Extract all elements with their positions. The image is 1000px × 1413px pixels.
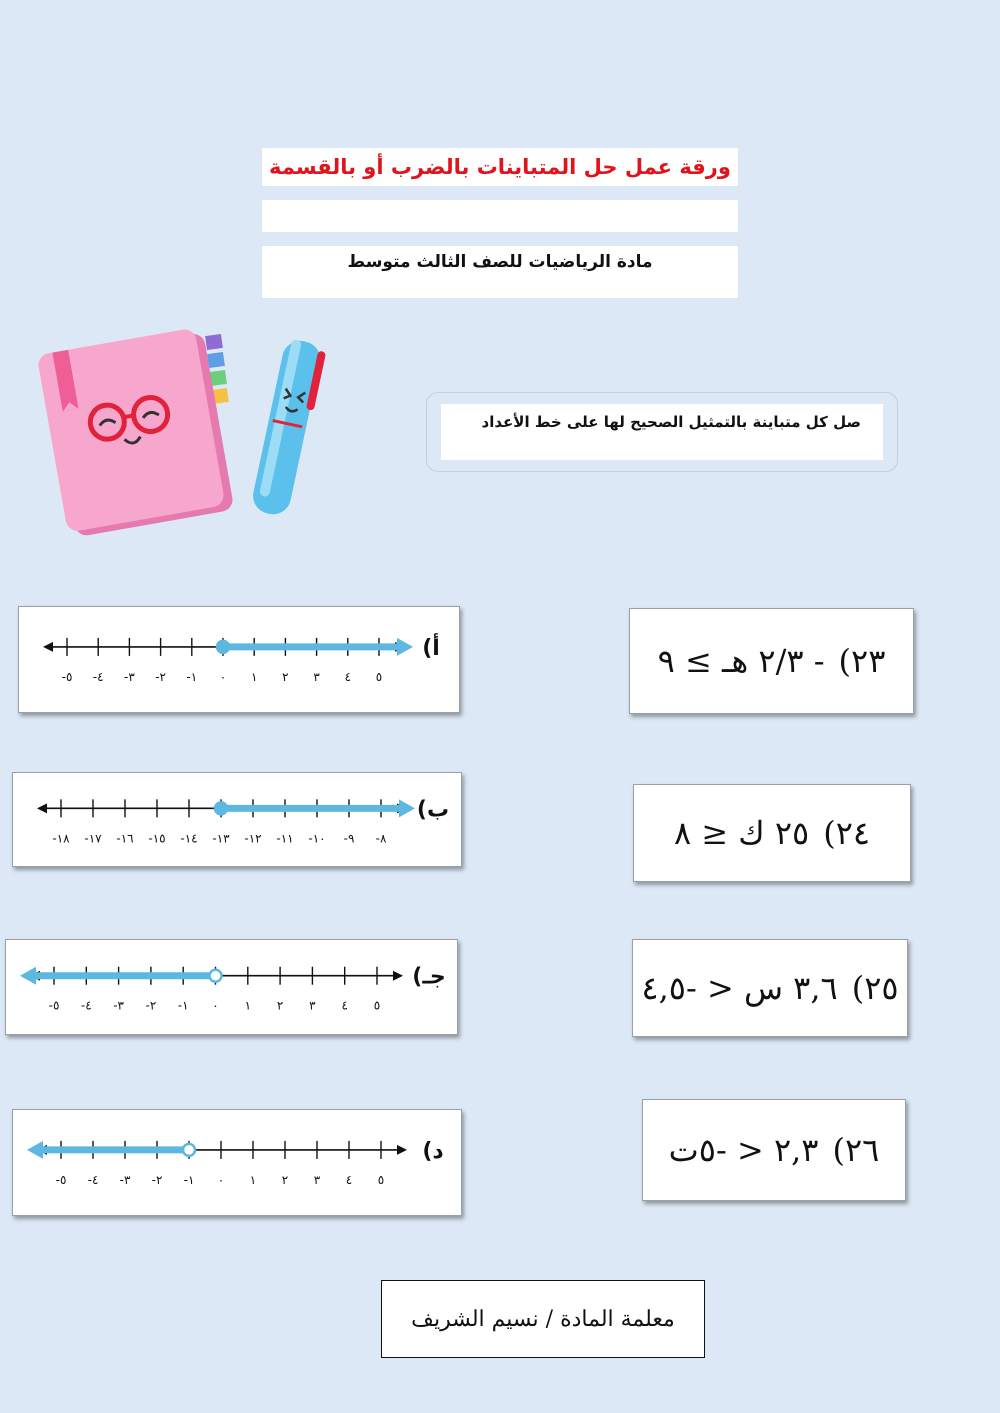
worksheet-subtitle: مادة الرياضيات للصف الثالث متوسط xyxy=(262,246,738,298)
inequality-card-25[interactable] xyxy=(632,939,908,1037)
number-line-label: جـ) xyxy=(412,964,446,990)
tick-label: -١٧ xyxy=(84,831,102,846)
inequality-number: ٢٦) xyxy=(832,1131,880,1169)
solution-arrow-icon xyxy=(399,799,415,817)
tick-label: ٣ xyxy=(313,1172,321,1187)
tick-label: ٥ xyxy=(377,1172,385,1187)
tick-label: ٥ xyxy=(373,998,381,1013)
tick-label: ٣ xyxy=(313,669,320,684)
tick-label: -٤ xyxy=(87,1172,99,1187)
arrow-left-icon xyxy=(37,803,47,813)
worksheet-title: ورقة عمل حل المتباينات بالضرب أو بالقسمة xyxy=(262,148,738,186)
tick-label: -١ xyxy=(183,1172,195,1187)
inequality-card-26[interactable] xyxy=(642,1099,906,1201)
tick-label: -١ xyxy=(177,998,189,1013)
inequality-expression: ٣,٦ س < -٤,٥ xyxy=(641,969,838,1007)
inequality-number: ٢٥) xyxy=(851,969,899,1007)
number-line-card-d[interactable] xyxy=(12,1109,462,1216)
tick-label: ٤ xyxy=(345,1172,353,1187)
tick-label: -٩ xyxy=(343,831,355,846)
arrow-left-icon xyxy=(43,642,53,652)
inequality-number: ٢٣) xyxy=(838,642,886,680)
tick-label: -٣ xyxy=(124,669,135,684)
tick-label: ٤ xyxy=(341,998,348,1013)
number-line-a xyxy=(19,607,459,712)
tick-label: -٢ xyxy=(155,669,166,684)
arrow-right-icon xyxy=(397,1145,407,1155)
tick-label: -١٥ xyxy=(148,831,166,846)
tick-label: -١٣ xyxy=(212,831,230,846)
tick-label: -١١ xyxy=(276,831,294,846)
inequality-expression: ٢٥ ك ≤ ٨ xyxy=(673,814,810,852)
tick-label: -١ xyxy=(186,669,198,684)
inequality-card-24[interactable] xyxy=(633,784,911,882)
tick-label: ٠ xyxy=(219,669,227,684)
number-line-c xyxy=(6,940,457,1034)
name-field-blank xyxy=(262,200,738,232)
tick-label: -٥ xyxy=(61,669,73,684)
tick-label: ٠ xyxy=(217,1172,225,1187)
open-circle xyxy=(183,1144,195,1156)
open-circle xyxy=(210,970,222,982)
number-line-label: أ) xyxy=(422,635,440,661)
tick-label: -١٢ xyxy=(244,831,262,846)
tick-label: -٣ xyxy=(119,1172,131,1187)
inequality-expression: ٢,٣ < -٥ت xyxy=(668,1131,819,1169)
tick-label: ٢ xyxy=(276,998,284,1013)
teacher-signature: معلمة المادة / نسيم الشريف xyxy=(381,1280,705,1358)
inequality-expression: - ٢/٣ هـ ≥ ٩ xyxy=(657,642,825,680)
tick-label: -١٠ xyxy=(308,831,326,846)
tick-label: -١٦ xyxy=(116,831,134,846)
tick-label: ١ xyxy=(249,1172,257,1187)
closed-dot xyxy=(215,802,227,814)
number-line-card-a[interactable] xyxy=(18,606,460,713)
instruction-text: صل كل متباينة بالتمثيل الصحيح لها على خط الأعداد xyxy=(441,404,883,460)
tick-label: -٥ xyxy=(55,1172,67,1187)
tick-label: ٢ xyxy=(281,1172,289,1187)
number-line-d xyxy=(13,1110,461,1215)
tick-label: ١ xyxy=(244,998,252,1013)
closed-dot xyxy=(217,641,229,653)
tick-label: -١٤ xyxy=(180,831,198,846)
inequality-number: ٢٤) xyxy=(823,814,871,852)
tick-label: ٢ xyxy=(282,669,289,684)
tick-label: ٥ xyxy=(375,669,383,684)
notebook-icon xyxy=(38,326,234,538)
inequality-card-23[interactable] xyxy=(629,608,914,714)
tick-label: ٣ xyxy=(309,998,316,1013)
number-line-card-c[interactable] xyxy=(5,939,458,1035)
number-line-label: د) xyxy=(422,1138,444,1164)
number-line-b xyxy=(13,773,461,866)
arrow-right-icon xyxy=(393,971,403,981)
solution-arrow-icon xyxy=(20,967,36,985)
solution-arrow-icon xyxy=(397,638,413,656)
tick-label: -٨ xyxy=(375,831,387,846)
number-line-card-b[interactable] xyxy=(12,772,462,867)
pen-icon xyxy=(250,338,328,519)
tick-label: ٠ xyxy=(212,998,219,1013)
number-line-label: ب) xyxy=(416,797,450,823)
tick-label: ١ xyxy=(250,669,258,684)
tick-label: -٥ xyxy=(48,998,60,1013)
tick-label: ٤ xyxy=(344,669,352,684)
notebook-pen-illustration xyxy=(38,325,328,545)
tick-label: -١٨ xyxy=(52,831,70,846)
solution-arrow-icon xyxy=(27,1141,43,1159)
tick-label: -٢ xyxy=(151,1172,163,1187)
tick-label: -٤ xyxy=(80,998,92,1013)
tick-label: -٣ xyxy=(113,998,124,1013)
tick-label: -٢ xyxy=(145,998,157,1013)
tick-label: -٤ xyxy=(92,669,104,684)
